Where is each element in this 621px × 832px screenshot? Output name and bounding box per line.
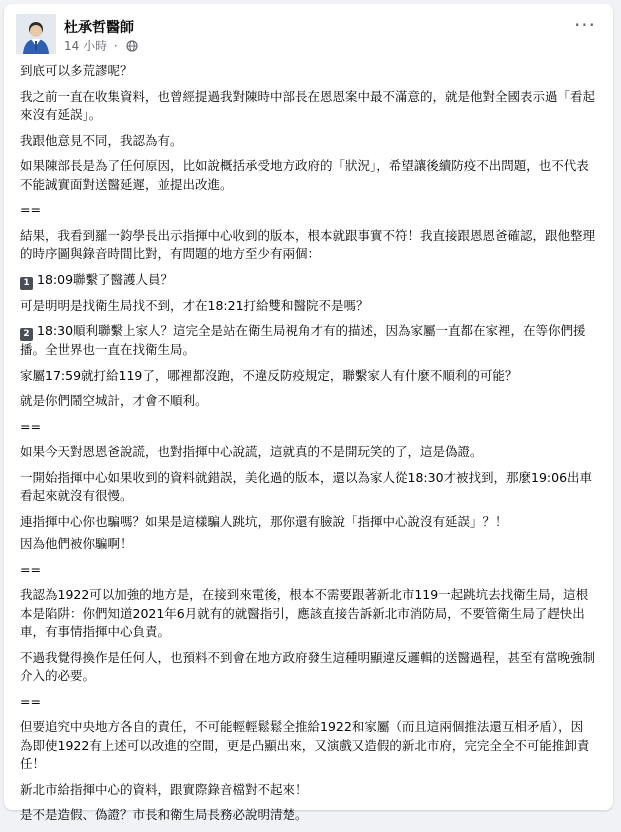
- section-divider: ==: [20, 693, 41, 709]
- paragraph: 我認為1922可以加強的地方是，在接到來電後，根本不需要跟著新北市119一起跳坑去找衛生局，這根本是陷阱：你們知道2021年6月就有的就醫指引，應該直接告訴新北市消防局，不要管衛生局了趕快出車，有事情指揮中心負責。: [20, 587, 589, 639]
- post-time[interactable]: 14 小時: [64, 39, 108, 53]
- paragraph: 不過我覺得換作是任何人，也預料不到會在地方政府發生這種明顯違反邏輯的送醫過程，甚至有當晚強制介入的必要。: [20, 649, 596, 683]
- numbered-item: [20, 322, 595, 360]
- paragraph: 可是明明是找衛生局找不到，才在18:21打給雙和醫院不是嗎？: [20, 297, 369, 313]
- more-dots-icon[interactable]: ···: [573, 13, 597, 37]
- avatar-portrait-icon: [16, 14, 56, 54]
- item-text: 18:30順利聯繫上家人？這完全是站在衛生局視角才有的描述，因為家屬一直都在家裡，在等你們援播。全世界也一直在找衛生局。: [20, 323, 586, 357]
- numbered-item: [20, 271, 595, 290]
- post-text: [20, 62, 595, 832]
- paragraph: 家屬17:59就打給119了，哪裡都沒跑，不違反防疫規定，聯繫家人有什麼不順利的可能？: [20, 367, 518, 383]
- paragraph: 一開始指揮中心如果收到的資料就錯誤，美化過的版本，還以為家人從18:30才被找到，那麼19:06出車看起來就沒有很慢。: [20, 469, 593, 503]
- paragraph: 但要追究中央地方各自的責任，不可能輕輕鬆鬆全推給1922和家屬（而且這兩個推法還互相矛盾），因為即使1922有上述可以改進的空間，更是凸顯出來，又演戲又造假的新北市府，完完全全不可能推卸責任！: [20, 719, 590, 771]
- number-badge-2: 2: [20, 328, 33, 341]
- paragraph: 我跟他意見不同，我認為有。: [20, 132, 183, 148]
- paragraph: 如果今天對恩恩爸說謊，也對指揮中心說謊，這就真的不是開玩笑的了，這是偽證。: [20, 444, 483, 459]
- item-text: 18:09聯繫了醫護人員？: [37, 271, 174, 287]
- paragraph: 新北市給指揮中心的資料，跟實際錄音檔對不起來！: [20, 781, 308, 797]
- paragraph: 因為他們被你騙啊！: [20, 536, 133, 551]
- paragraph: 結果，我看到羅一鈞學長出示指揮中心收到的版本，根本就跟事實不符！我直接跟恩恩爸確認，跟他整理的時序圖與錄音時間比對，有問題的地方至少有兩個：: [20, 227, 596, 261]
- paragraph: 我之前一直在收集資料，也曾經提過我對陳時中部長在恩恩案中最不滿意的，就是他對全國表示過「看起來沒有延誤」。: [20, 88, 596, 122]
- section-divider: ==: [20, 418, 41, 434]
- post-card: [4, 4, 613, 822]
- paragraph: 連指揮中心你也騙嗎？如果是這樣騙人跳坑，那你還有臉說「指揮中心說沒有延誤」？！: [20, 513, 508, 529]
- section-divider: ==: [20, 561, 41, 577]
- post-meta: [64, 37, 138, 54]
- paragraph: 到底可以多荒謬呢？: [20, 63, 133, 78]
- paragraph: 就是你們鬧空城計，才會不順利。: [20, 393, 208, 408]
- globe-icon: [126, 40, 138, 52]
- paragraph: 是不是造假、偽證？市長和衛生局長務必說明清楚。: [20, 807, 308, 822]
- author-avatar[interactable]: [16, 14, 56, 54]
- meta-separator: ·: [113, 38, 118, 53]
- number-badge-1: 1: [20, 277, 33, 290]
- author-name[interactable]: 杜承哲醫師: [64, 20, 134, 36]
- paragraph: 如果陳部長是為了任何原因，比如說概括承受地方政府的「狀況」，希望讓後續防疫不出問題，也不代表不能誠實面對送醫延遲，並提出改進。: [20, 158, 589, 192]
- section-divider: ==: [20, 202, 41, 217]
- post-header: [16, 14, 601, 58]
